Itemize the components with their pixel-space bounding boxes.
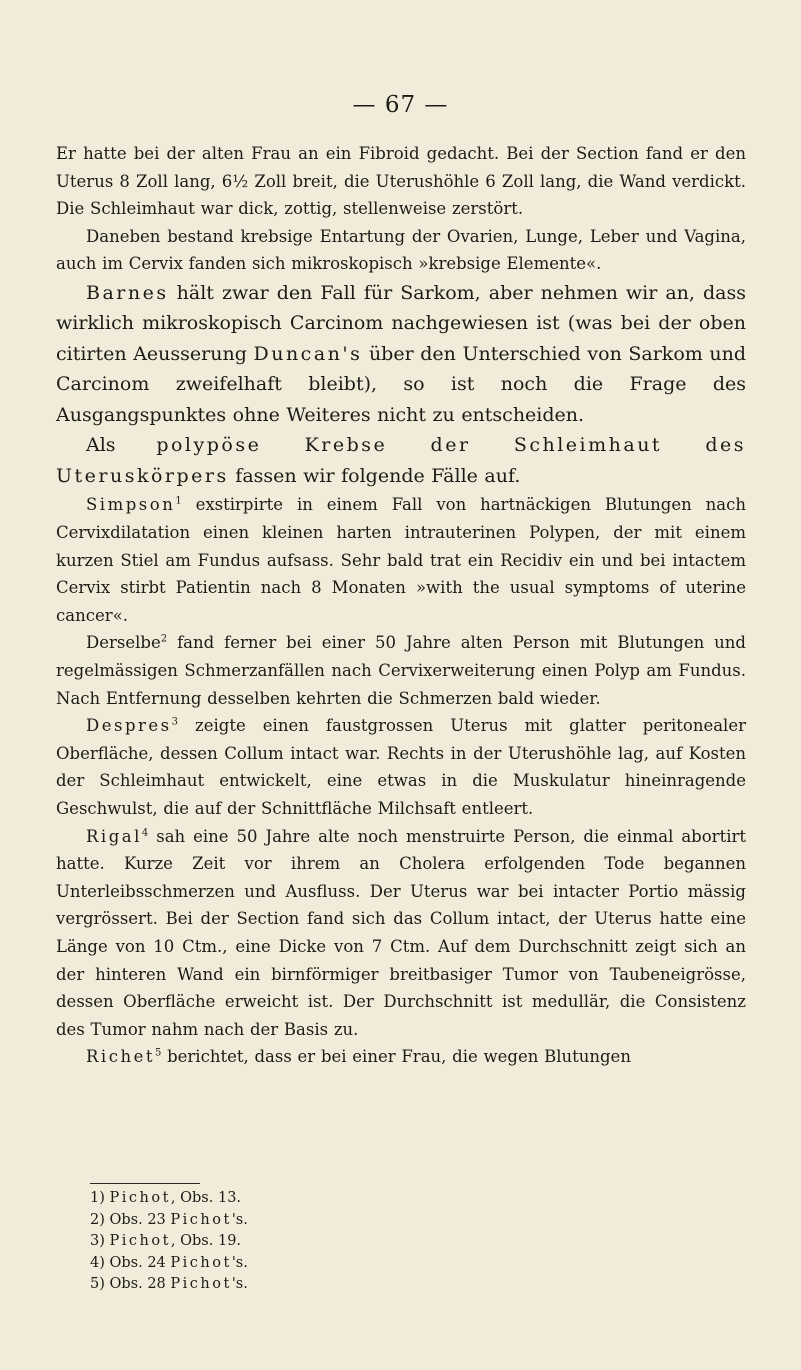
paragraph-3 [56,278,746,431]
footnote-ref: 4 [141,827,149,839]
paragraph-5 [56,491,746,629]
paragraph-6 [56,629,746,712]
paragraph-text: über den Unterschied von Sarkom und Carcinom zweifelhaft bleibt), so ist noch die Frage des Ausgangspunktes ohne Weiteres nicht zu entscheiden. [56,342,746,426]
footnote: 1) Pichot, Obs. 13. [90,1190,242,1206]
paragraph-8 [56,823,746,1044]
author-name: Pichot [109,1233,171,1249]
paragraph-text: fand ferner bei einer 50 Jahre alten Person mit Blutungen und regelmässigen Schmerzanfällen nach Cervixerweiterung einen Polyp am Fundus. Nach Entfernung desselben kehrten die Schmerzen bald wieder. [56,633,746,708]
paragraph-9 [56,1043,746,1071]
paragraph-text: fassen wir folgende Fälle auf. [228,464,521,487]
footnote-ref: 3 [171,716,179,728]
author-name: Derselbe [86,633,161,653]
author-name: Pichot [170,1211,232,1228]
paragraph-1: Er hatte bei der alten Frau an ein Fibroid gedacht. Bei der Section fand er den Uterus 8 Zoll lang, 6½ Zoll breit, die Uterushöhle 6 Zoll lang, die Wand verdickt. Die Schleimhaut war dick, zottig, stellenweise zerstört. [56,144,746,219]
author-name: Simpson [86,495,176,515]
author-name: Pichot [170,1254,232,1271]
paragraph-text: hält zwar den Fall für Sarkom, aber nehmen wir an, dass wirklich mikroskopisch Carcinom nachgewiesen ist (was bei der oben citirten Aeusserung [56,281,746,365]
emphasized-heading: polypöse Krebse der Schleimhaut des Uteruskörpers [56,434,746,487]
footnote: 4) Obs. 24 Pichot's. [90,1254,248,1271]
author-name: Pichot [109,1190,171,1206]
author-name: Despres [86,716,172,736]
footnote: 5) Obs. 28 Pichot's. [90,1276,248,1292]
paragraph-4 [56,430,746,491]
paragraph-text: exstirpirte in einem Fall von hartnäckigen Blutungen nach Cervixdilatation einen kleinen harten intrauterinen Polypen, der mit einem kurzen Stiel am Fundus aufsass. Sehr bald trat ein Recidiv ein und bei intactem Cervix stirbt Patientin nach 8 Monaten »with the usual symptoms of uterine cancer«. [56,495,746,625]
footnote: 3) Pichot, Obs. 19. [90,1233,242,1249]
footnote: 2) Obs. 23 Pichot's. [90,1211,248,1228]
paragraph-text: berichtet, dass er bei einer Frau, die wegen Blutungen [161,1047,631,1067]
footnote-ref: 1 [175,495,182,507]
page-number: — 67 — [352,92,449,118]
author-name: Richet [86,1047,155,1067]
paragraph-text: Als [86,434,157,457]
footnote-ref: 5 [154,1047,162,1059]
author-name: Pichot [170,1276,232,1292]
footnote-divider [90,1183,200,1184]
paragraph-2: Daneben bestand krebsige Entartung der Ovarien, Lunge, Leber und Vagina, auch im Cervix fanden sich mikroskopisch »krebsige Elemente«. [56,226,746,274]
author-name: Rigal [86,826,142,846]
paragraph-text: sah eine 50 Jahre alte noch menstruirte Person, die einmal abortirt hatte. Kurze Zeit vor ihrem an Cholera erfolgenden Tode begannen Unterleibsschmerzen und Ausfluss. Der Uterus war bei intacter Portio mässig vergrössert. Bei der Section fand sich das Collum intact, der Uterus hatte eine Länge von 10 Ctm., eine Dicke von 7 Ctm. Auf dem Durchschnitt zeigt sich an der hinteren Wand ein birnförmiger breitbasiger Tumor von Taubeneigrösse, dessen Oberfläche erweicht ist. Der Durchschnitt ist medullär, die Consistenz des Tumor nahm nach der Basis zu. [56,826,746,1039]
author-name: Duncan's [253,342,363,365]
body-text [56,140,746,1071]
paragraph-7 [56,712,746,822]
footnotes [90,1188,248,1296]
footnote-ref: 2 [160,633,168,645]
paragraph-text: zeigte einen faustgrossen Uterus mit glatter peritonealer Oberfläche, dessen Collum intact war. Rechts in der Uterushöhle lag, auf Kosten der Schleimhaut entwickelt, eine etwas in die Muskulatur hineinragende Geschwulst, die auf der Schnittfläche Milchsaft entleert. [56,716,746,818]
author-name: Barnes [86,281,169,304]
